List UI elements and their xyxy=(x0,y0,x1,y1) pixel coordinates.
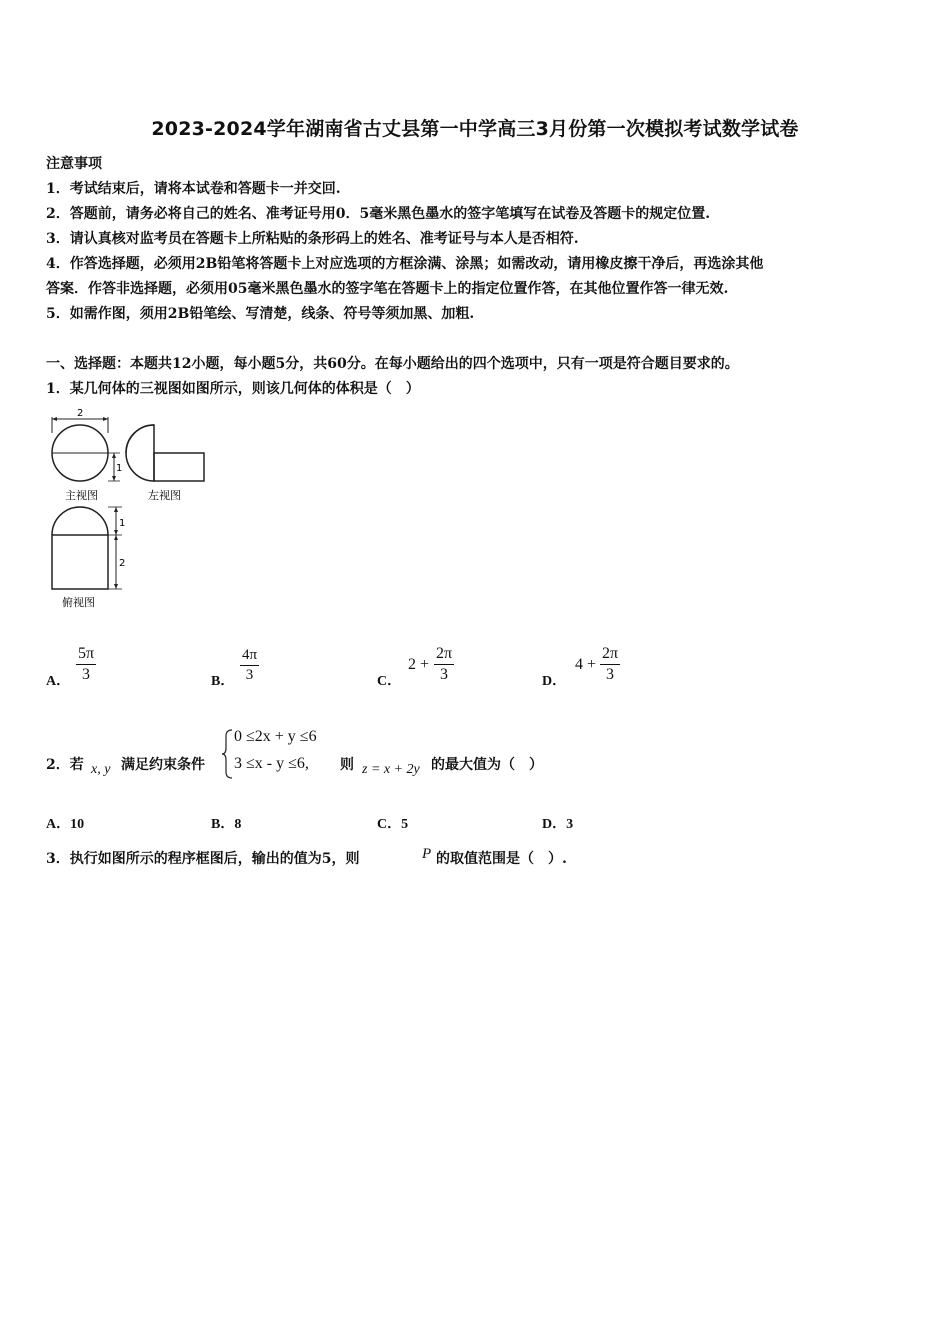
notice-item: 2．答题前，请务必将自己的姓名、准考证号用0．5毫米黑色墨水的签字笔填写在试卷及答题卡的规定位置. xyxy=(46,206,711,222)
notice-item: 3．请认真核对监考员在答题卡上所粘贴的条形码上的姓名、准考证号与本人是否相符. xyxy=(46,231,579,247)
option-a-numerator: 5π xyxy=(78,645,95,662)
option-d-letter: D． xyxy=(542,674,567,689)
q2-option-a: A．10 xyxy=(46,817,85,832)
notice-heading: 注意事项 xyxy=(46,156,102,172)
notice-item: 1．考试结束后，请将本试卷和答题卡一并交回. xyxy=(46,181,341,197)
question-3-prefix: 3．执行如图所示的程序框图后，输出的值为5，则 xyxy=(46,851,360,867)
option-d-integer: 4 + xyxy=(575,656,597,673)
option-b-numerator: 4π xyxy=(242,647,258,663)
notice-item: 5．如需作图，须用2B铅笔绘、写清楚，线条、符号等须加黑、加粗. xyxy=(46,306,475,322)
option-c-numerator: 2π xyxy=(436,645,453,662)
option-b-denominator: 3 xyxy=(245,667,254,683)
option-c-denominator: 3 xyxy=(440,666,449,683)
option-a-fraction xyxy=(76,645,96,684)
option-b-fraction xyxy=(240,647,259,684)
q2-option-b: B．8 xyxy=(211,817,242,832)
constraint-line-2: 3 ≤x - y ≤6, xyxy=(234,755,309,772)
constraint-line-1: 0 ≤2x + y ≤6 xyxy=(234,728,317,745)
q2-option-d: D．3 xyxy=(542,817,574,832)
question-1-stem: 1．某几何体的三视图如图所示，则该几何体的体积是（ ） xyxy=(46,381,420,397)
q2-option-c: C．5 xyxy=(377,817,409,832)
question-3-suffix: 的取值范围是（ ）. xyxy=(436,851,567,867)
dim-top-arc-label: 1 xyxy=(119,518,126,529)
question-3-var: P xyxy=(422,846,432,862)
dim-top-rect-label: 2 xyxy=(119,558,126,569)
question-2-mid: 满足约束条件 xyxy=(121,757,205,773)
top-view-label: 俯视图 xyxy=(62,596,95,609)
page-title: 2023-2024学年湖南省古丈县第一中学高三3月份第一次模拟考试数学试卷 xyxy=(151,118,799,140)
option-d-fraction xyxy=(600,645,620,684)
notice-item: 答案．作答非选择题，必须用05毫米黑色墨水的签字笔在答题卡上的指定位置作答，在其他位置作答一律无效. xyxy=(46,281,729,297)
system-brace xyxy=(222,728,234,780)
question-2-prefix: 2．若 xyxy=(46,757,84,773)
section-heading: 一、选择题：本题共12小题，每小题5分，共60分。在每小题给出的四个选项中，只有一项是符合题目要求的。 xyxy=(46,356,739,372)
dim-width-label: 2 xyxy=(77,408,84,419)
dim-front-height-label: 1 xyxy=(116,463,123,474)
option-c-integer: 2 + xyxy=(408,656,430,673)
option-c-letter: C． xyxy=(377,674,402,689)
three-view-figure xyxy=(40,405,240,615)
option-b-letter: B． xyxy=(211,674,235,689)
question-2-then: 则 xyxy=(340,757,354,773)
question-2-expr: z = x + 2y xyxy=(362,762,420,777)
option-a-denominator: 3 xyxy=(82,666,91,683)
front-view-label: 主视图 xyxy=(65,489,98,502)
option-c-fraction xyxy=(434,645,454,684)
notice-item: 4．作答选择题，必须用2B铅笔将答题卡上对应选项的方框涂满、涂黑；如需改动，请用橡皮擦干净后，再选涂其他 xyxy=(46,256,764,272)
option-a-letter: A． xyxy=(46,674,71,689)
question-2-suffix: 的最大值为（ ） xyxy=(431,757,543,773)
side-view-label: 左视图 xyxy=(148,489,181,502)
question-2-vars: x, y xyxy=(91,762,111,777)
option-d-numerator: 2π xyxy=(602,645,619,662)
option-d-denominator: 3 xyxy=(606,666,615,683)
